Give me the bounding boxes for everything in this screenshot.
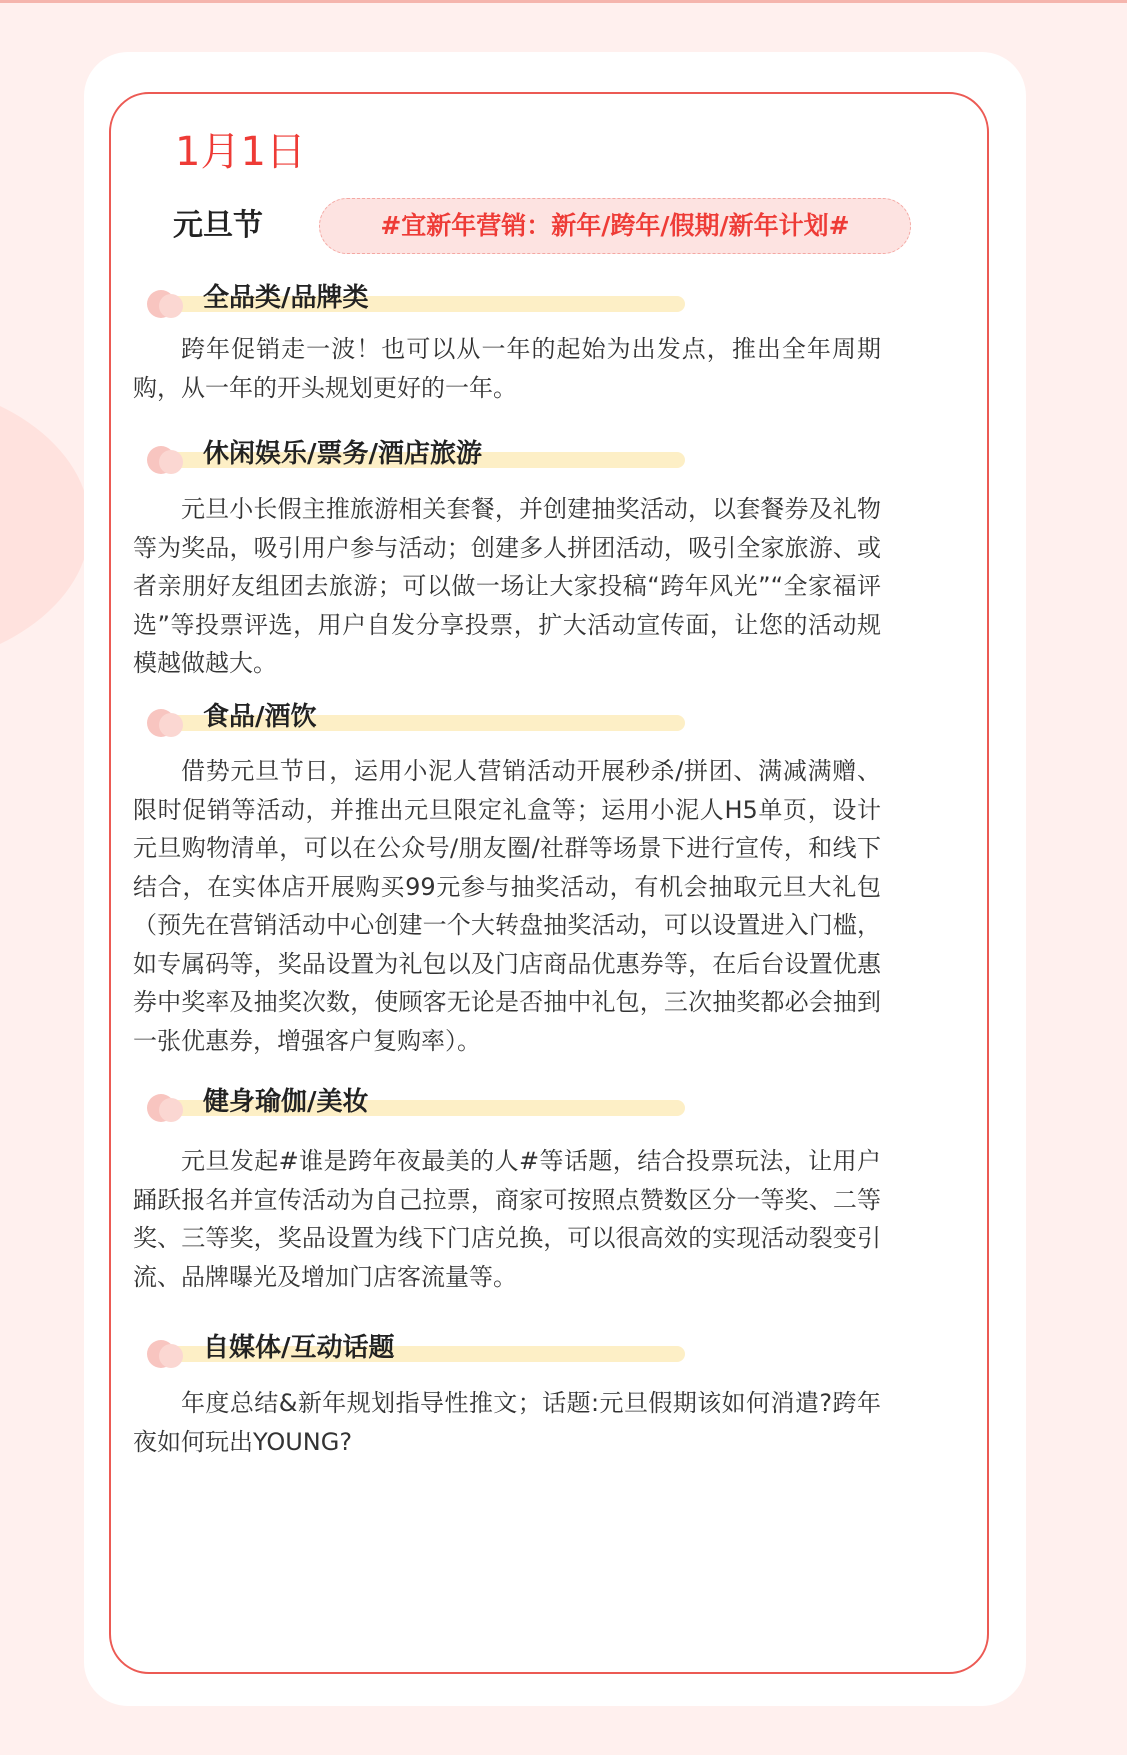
section-title: 全品类/品牌类 [203,283,369,313]
bullet-dot-icon [159,1098,183,1122]
marketing-tag-text: #宜新年营销：新年/跨年/假期/新年计划# [380,211,850,240]
bullet-dot-icon [159,713,183,737]
bullet-dot-icon [159,450,183,474]
festival-name: 元旦节 [173,208,263,243]
section-title: 休闲娱乐/票务/酒店旅游 [203,439,482,469]
section-header-fitness-beauty [147,1082,687,1126]
section-body: 元旦小长假主推旅游相关套餐，并创建抽奖活动，以套餐券及礼物等为奖品，吸引用户参与活动；创建多人拼团活动，吸引全家旅游、或者亲朋好友组团去旅游；可以做一场让大家投稿“跨年风光”“全家福评选”等投票评选，用户自发分享投票，扩大活动宣传面，让您的活动规模越做越大。 [133,495,881,677]
background-decoration [0,380,90,670]
section-body: 跨年促销走一波！也可以从一年的起始为出发点，推出全年周期购，从一年的开头规划更好的一年。 [133,335,881,402]
marketing-tag [319,198,911,254]
date-heading: 1月1日 [175,129,306,175]
section-title: 食品/酒饮 [203,702,317,732]
content-card [84,52,1026,1706]
section-body: 元旦发起#谁是跨年夜最美的人#等话题，结合投票玩法，让用户踊跃报名并宣传活动为自己拉票，商家可按照点赞数区分一等奖、二等奖、三等奖，奖品设置为线下门店兑换，可以很高效的实现活动裂变引流、品牌曝光及增加门店客流量等。 [133,1147,881,1291]
section-header-all-categories [147,278,687,322]
section-header-media-topics [147,1328,687,1372]
card-inner-border [109,92,989,1674]
section-body: 借势元旦节日，运用小泥人营销活动开展秒杀/拼团、满减满赠、限时促销等活动，并推出元旦限定礼盒等；运用小泥人H5单页，设计元旦购物清单，可以在公众号/朋友圈/社群等场景下进行宣传，和线下结合，在实体店开展购买99元参与抽奖活动，有机会抽取元旦大礼包（预先在营销活动中心创建一个大转盘抽奖活动，可以设置进入门槛，如专属码等，奖品设置为礼包以及门店商品优惠券等，在后台设置优惠券中奖率及抽奖次数，使顾客无论是否抽中礼包，三次抽奖都必会抽到一张优惠券，增强客户复购率）。 [133,757,881,1055]
top-divider-line [0,0,1127,3]
section-body: 年度总结&新年规划指导性推文；话题:元旦假期该如何消遣?跨年夜如何玩出YOUNG? [133,1389,881,1456]
section-title: 健身瑜伽/美妆 [203,1087,369,1117]
section-header-food-drink [147,697,687,741]
bullet-dot-icon [159,294,183,318]
section-title: 自媒体/互动话题 [203,1333,395,1363]
bullet-dot-icon [159,1344,183,1368]
section-header-leisure-travel [147,434,687,478]
